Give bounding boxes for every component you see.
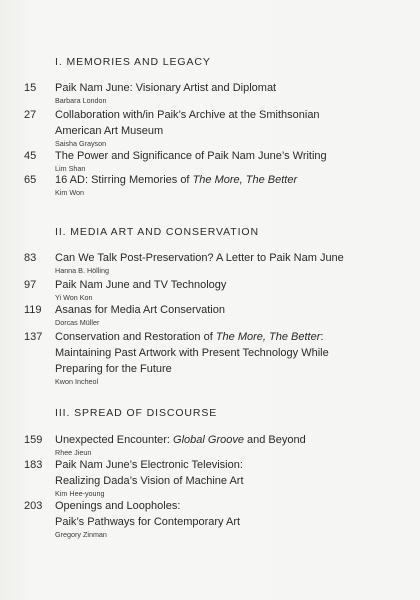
entry-title-text: 16 AD: Stirring Memories of <box>55 174 193 186</box>
entry-author: Kim Won <box>55 188 85 197</box>
entry-title <box>55 457 360 489</box>
artwork-title: Global Groove <box>173 434 244 446</box>
entry-author: Barbara London <box>55 96 107 105</box>
entry-title-line: Maintaining Past Artwork with Present Technology While <box>55 347 329 359</box>
entry-title <box>55 432 360 448</box>
entry-title: Paik Nam June and TV Technology <box>55 279 227 291</box>
entry-title-line: Paik Nam June’s Electronic Television: <box>55 459 243 471</box>
entry-title-text: : <box>320 331 324 343</box>
entry-author: Kwon Incheol <box>55 377 99 386</box>
entry-title-line: Realizing Dada’s Vision of Machine Art <box>55 475 244 487</box>
page-number: 137 <box>24 331 43 343</box>
page-number: 83 <box>24 252 37 264</box>
page-number: 159 <box>24 434 43 446</box>
entry-title-text: Conservation and Restoration of <box>55 331 216 343</box>
page-number: 65 <box>24 174 37 186</box>
entry-title: The Power and Significance of Paik Nam June’s Writing <box>55 150 327 162</box>
entry-title: Can We Talk Post-Preservation? A Letter to Paik Nam June <box>55 252 344 264</box>
entry-title-line: Paik’s Pathways for Contemporary Art <box>55 516 241 528</box>
entry-title-line: Collaboration with/in Paik’s Archive at the Smithsonian <box>55 109 320 121</box>
page-number: 45 <box>24 150 37 162</box>
entry-author: Yi Won Kon <box>55 293 93 302</box>
artwork-title: The More, The Better <box>192 174 298 186</box>
entry-title-text: and Beyond <box>243 434 306 446</box>
entry-author: Gregory Zinman <box>55 530 107 539</box>
entry-author: Dorcas Müller <box>55 318 100 327</box>
entry-author: Rhee Jieun <box>55 448 92 457</box>
section-heading-media-art-and-conservation: II. MEDIA ART AND CONSERVATION <box>55 226 259 238</box>
page-number: 183 <box>24 459 43 471</box>
entry-title <box>55 498 360 530</box>
section-heading-memories-and-legacy: I. MEMORIES AND LEGACY <box>55 56 211 68</box>
entry-author: Saisha Grayson <box>55 139 107 148</box>
entry-title: Paik Nam June: Visionary Artist and Diplomat <box>55 82 277 94</box>
entry-title: Asanas for Media Art Conservation <box>55 304 225 316</box>
entry-title-line: American Art Museum <box>55 125 164 137</box>
page-number: 15 <box>24 82 37 94</box>
entry-title <box>55 172 360 188</box>
entry-title-text: Unexpected Encounter: <box>55 434 174 446</box>
section-heading-spread-of-discourse: III. SPREAD OF DISCOURSE <box>55 407 218 419</box>
entry-title <box>55 107 360 139</box>
artwork-title: The More, The Better <box>215 331 321 343</box>
page-number: 27 <box>24 109 37 121</box>
page-number: 97 <box>24 279 37 291</box>
page-number: 119 <box>24 304 42 316</box>
entry-author: Lim Shan <box>55 164 86 173</box>
entry-author: Hanna B. Hölling <box>55 266 109 275</box>
entry-title-line: Preparing for the Future <box>55 363 172 375</box>
page-number: 203 <box>24 500 43 512</box>
entry-title <box>55 329 360 377</box>
entry-title-line: Openings and Loopholes: <box>55 500 181 512</box>
entry-author: Kim Hee-young <box>55 489 105 498</box>
